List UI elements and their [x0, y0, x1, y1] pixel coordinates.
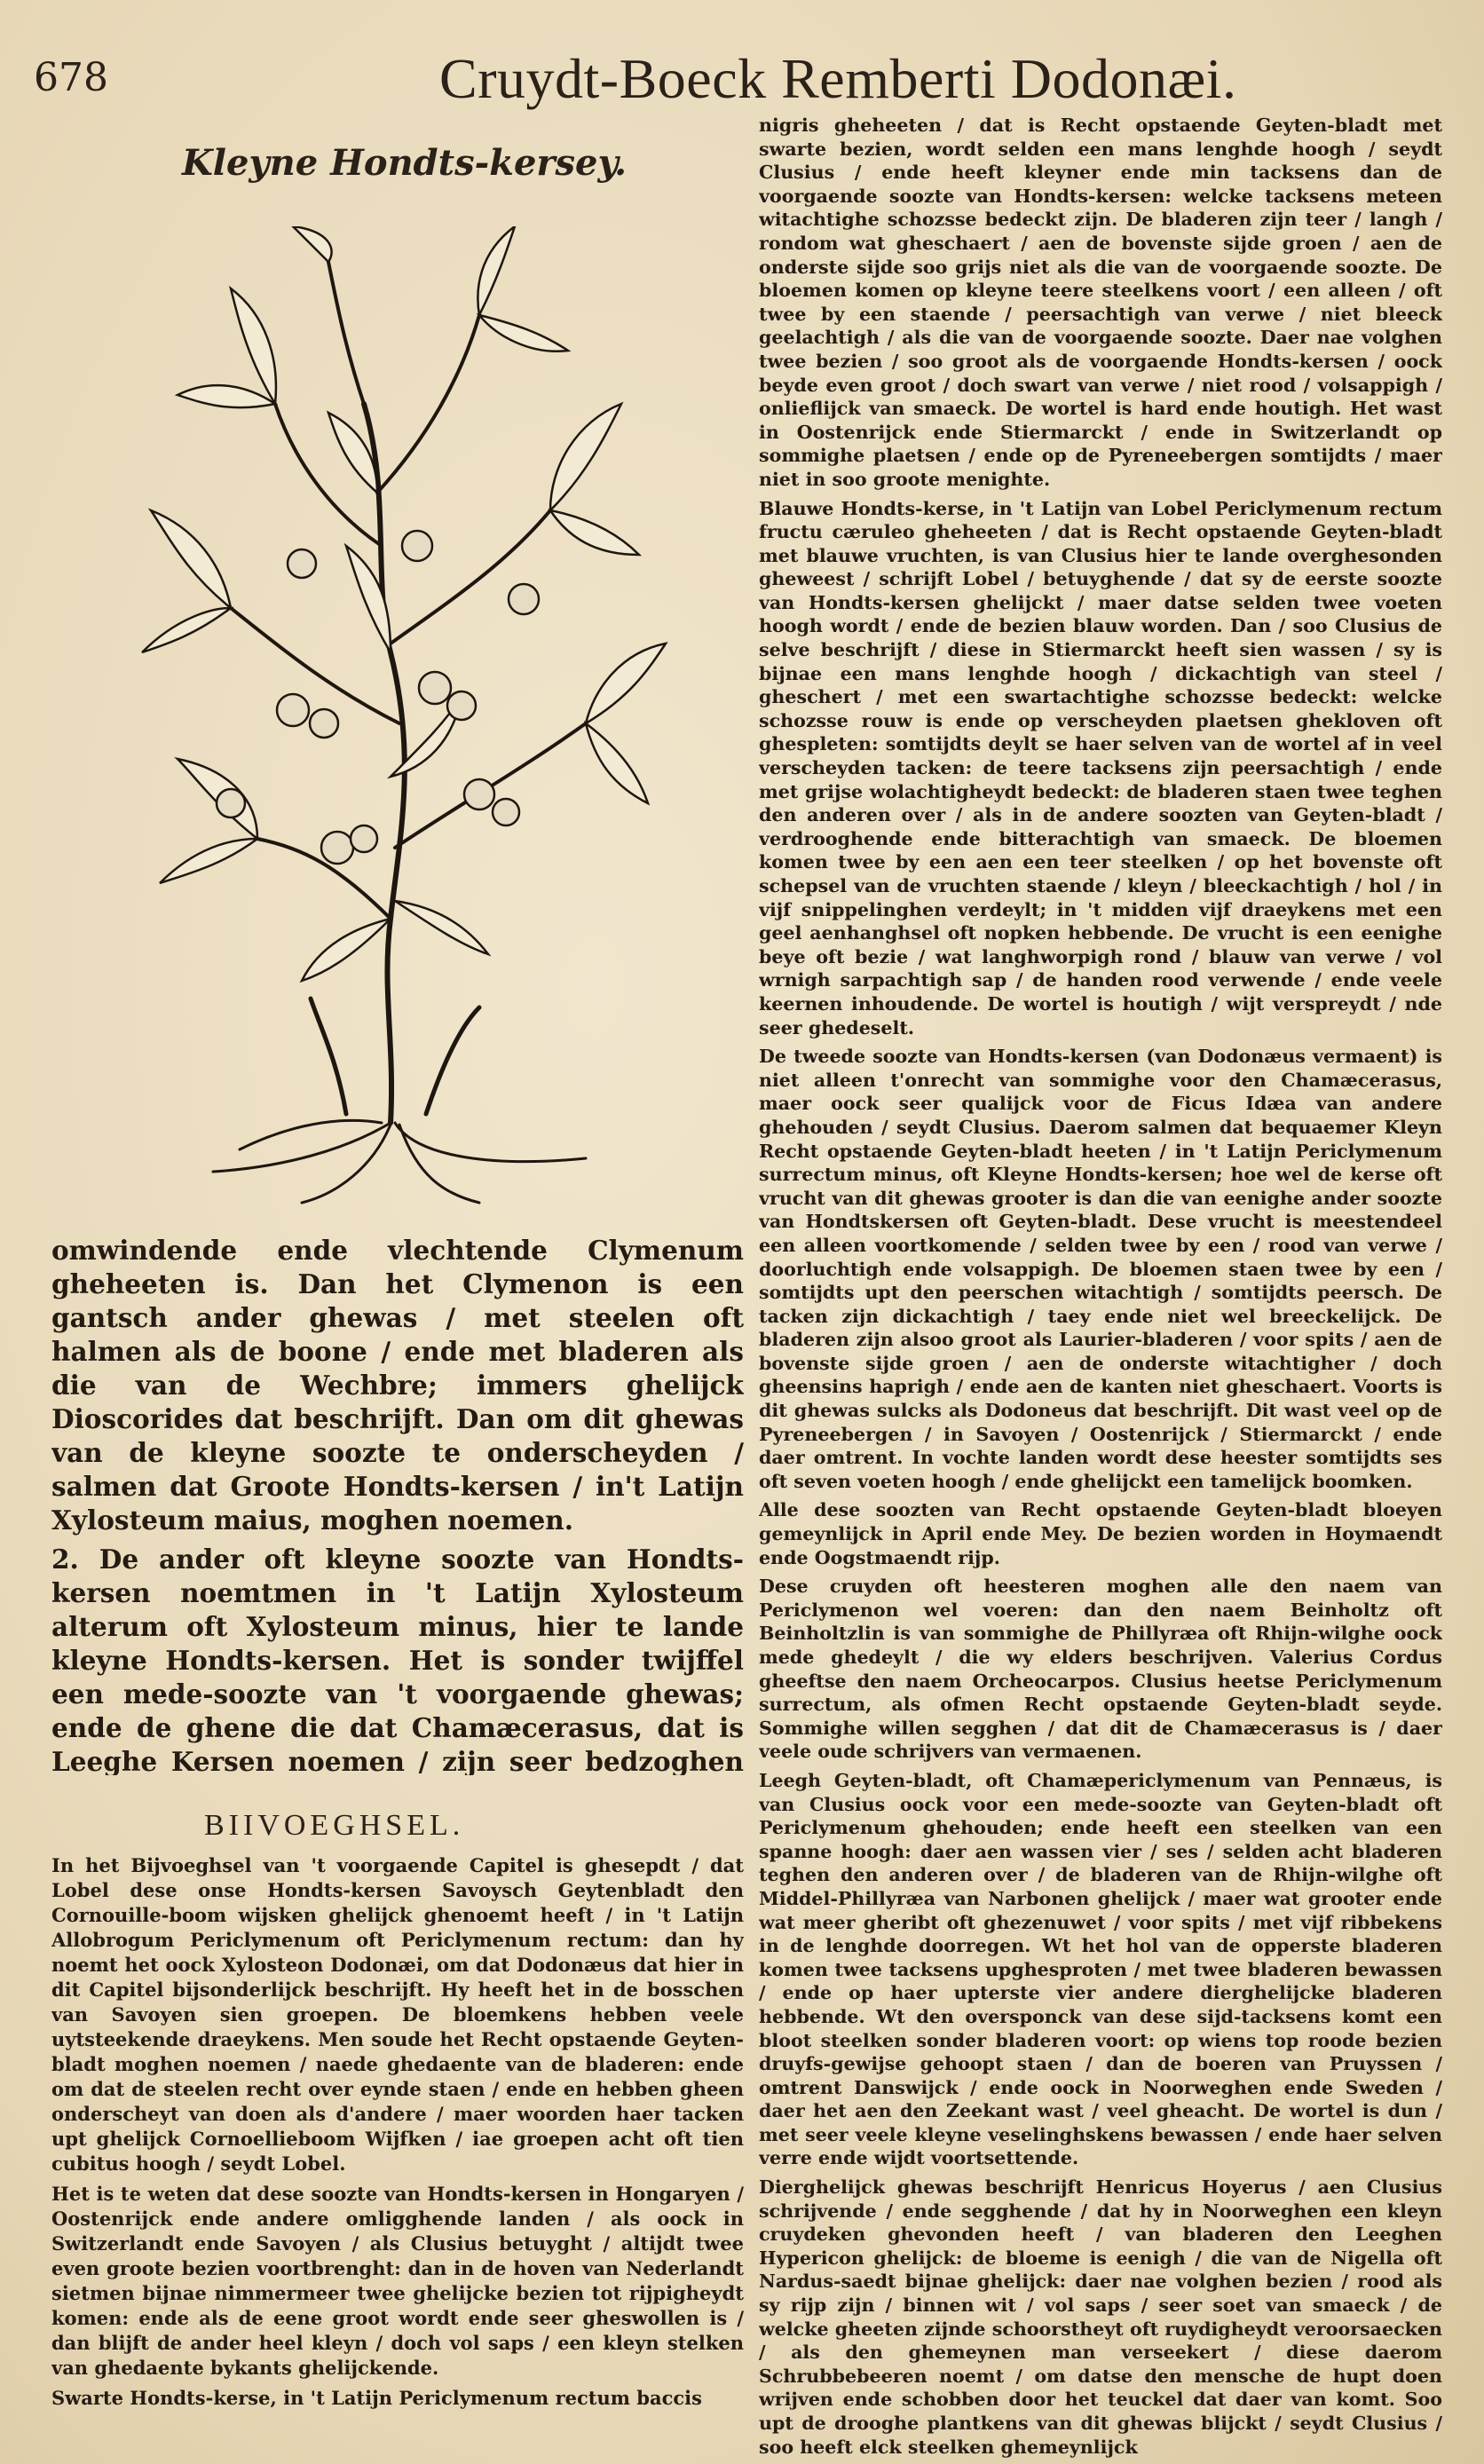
- paragraph: Dierghelijck ghewas beschrijft Henricus Hoyerus / aen Clusius schrijvende / ende segghende / dat hy in Noorweghen een kleyn cruydeken ghevonden heeft / van bladeren den Leeghen Hypericon ghelijck: de bloeme is eenigh / die van de Nigella oft Nardus-saedt bijnae ghelijck: daer nae volghen bezien / rood als sy rijp zijn / binnen wit / vol saps / seer soet van smaeck / de welcke gheeten zijnde schoorstheyt oft ruydigheydt veroorsaecken / als den ghemeynen man verseekert / diese daerom Schrubbebeeren noemt / om datse den mensche de hupt doen wrijven ende schobben door het teuckel dat daer van komt. Soo upt de drooghe plantkens van dit ghewas blijckt / seydt Clusius / soo heeft elck steelken ghemeynlijck: [759, 2176, 1442, 2458]
- section-heading: BIIVOEGHSEL.: [204, 1809, 465, 1842]
- right-column-body: [759, 114, 1442, 2464]
- left-column-body: [51, 1234, 744, 1775]
- bijvoeghsel-text: [51, 1853, 744, 2464]
- paragraph: Swarte Hondts-kerse, in 't Latijn Periclymenum rectum baccis: [51, 2387, 702, 2409]
- page-number: 678: [34, 55, 108, 100]
- paragraph: Blauwe Hondts-kerse, in 't Latijn van Lobel Periclymenum rectum fructu cæruleo gheheeten / dat is Recht opstaende Geyten-bladt met blauwe vruchten, is van Clusius hier te lande overghesonden gheweest / schrijft Lobel / betuyghende / dat sy de eerste soozte van Hondts-kersen ghelijckt / maer datse selden twee voeten hoogh wordt / ende de bezien blauw worden. Dan / soo Clusius de selve beschrijft / diese in Stiermarckt heeft sien wassen / sy is bijnae een mans lenghde hoogh / dickachtigh van steel / gheschert / met een swartachtighe schozsse bedeckt: welcke schozsse rouw is ende op verscheyden plaetsen ghekloven oft ghespleten: somtijdts deylt se haer selven van de wortel af in veel verscheyden tacken: de teere tacksens zijn peersachtigh / ende met grijse wolachtigheydt bedeckt: de bladeren staen twee teghen den anderen over / als in de andere soozten van Geyten-bladt / verdrooghende ende bitterachtigh van smaeck. De bloemen komen twee by een aen een teer steelken / op het bovenste oft schepsel van de vruchten staende / kleyn / bleeckachtigh / hol / in vijf snippelinghen verdeylt; in 't midden vijf draeykens met een geel aenhanghsel oft nopken hebbende. De vrucht is een eenighe beye oft bezie / wat langhworpigh rond / blauw van verwe / vol wrnigh sarpachtigh sap / de handen rood verwende / ende veele keernen inhoudende. De wortel is houtigh / wijt verspreydt / nde seer ghedeselt.: [759, 497, 1442, 1039]
- paragraph: 2. De ander oft kleyne soozte van Hondts-kersen noemtmen in 't Latijn Xylosteum alterum oft Xylosteum minus, hier te lande kleyne Hondts-kersen. Het is sonder twijffel een mede-soozte van 't voorgaende ghewas; ende de ghene die dat Chamæcerasus, dat is Leeghe Kersen noemen / zijn seer bedzoghen: [51, 1544, 744, 1775]
- woodcut-plant-illustration: [124, 226, 675, 1229]
- paragraph: In het Bijvoeghsel van 't voorgaende Capitel is ghesepdt / dat Lobel dese onse Hondts-kersen Savoysch Geytenbladt den Cornouille-boom wijsken ghelijck ghenoemt heeft / in 't Latijn Allobrogum Periclymenum oft Periclymenum rectum: dan hy noemt het oock Xylosteon Dodonæi, om dat Dodonæus dat hier in dit Capitel bijsonderlijck beschrijft. Hy heeft het in de bosschen van Savoyen sien groepen. De bloemkens hebben veele uytsteekende draeykens. Men soude het Recht opstaende Geyten-bladt moghen noemen / naede ghedaente van de bladeren: ende om dat de steelen recht over eynde staen / ende en hebben gheen onderscheyt van doen als d'andere / maer woorden haer tacken upt ghelijck Cornoellieboom Wijfken / iae groepen acht oft tien cubitus hoogh / seydt Lobel.: [51, 1854, 744, 2175]
- paragraph: De tweede soozte van Hondts-kersen (van Dodonæus vermaent) is niet alleen t'onrecht van sommighe voor den Chamæcerasus, maer oock seer qualijck voor de Ficus Idæa van andere ghehouden / seydt Clusius. Daerom salmen dat bequaemer Kleyn Recht opstaende Geyten-bladt heeten / in 't Latijn Periclymenum surrectum minus, oft Kleyne Hondts-kersen; hoe wel de kerse oft vrucht van dit ghewas grooter is dan die van eenighe ander soozte van Hondtskersen oft Geyten-bladt. Dese vrucht is meestendeel een alleen voortkomende / selden twee by een / rood van verwe / doorluchtigh ende volsappigh. De bloemen staen twee by een / somtijdts upt den peerschen witachtigh / somtijdts peersch. De tacken zijn dickachtigh / taey ende niet wel breeckelijck. De bladeren zijn alsoo groot als Laurier-bladeren / voor spits / aen de bovenste sijde groen / aen de onderste witachtigher / doch gheensins haprigh / ende aen de kanten niet gheschaert. Voorts is dit ghewas sulcks als Dodoneus dat beschrijft. Dit wast veel op de Pyreneebergen / in Savoyen / Oostenrijck / Stiermarckt / ende daer omtrent. In vochte landen wordt dese heester somtijdts ses oft seven voeten hoogh / ende ghelijckt een tamelijck boomken.: [759, 1046, 1442, 1492]
- figure-title: Kleyne Hondts-kersey.: [182, 142, 628, 184]
- paragraph: Het is te weten dat dese soozte van Hondts-kersen in Hongaryen / Oostenrijck ende andere omligghende landen / als oock in Switzerlandt ende Savoyen / als Clusius betuyght / altijdt twee even groote bezien voortbrenght: dan in de hoven van Nederlandt sietmen bijnae nimmermeer twee ghelijcke bezien tot rijpigheydt komen: ende als de eene groot wordt ende seer gheswollen is / dan blijft de ander heel kleyn / doch vol saps / een kleyn stelken van ghedaente bykants ghelijckende.: [51, 2183, 744, 2379]
- paragraph: Leegh Geyten-bladt, oft Chamæpericlymenum van Pennæus, is van Clusius oock voor een mede-soozte van Geyten-bladt oft Periclymenum ghehouden; ende heeft een steelken van een spanne hoogh: daer aen wassen vier / ses / selden acht bladeren teghen den anderen over / de bladeren van de Rhijn-wilghe oft Middel-Phillyræa van Narbonen ghelijck / maer wat grooter ende wat meer gheribt oft ghezenuwet / voor spits / met vijf ribbekens in de lenghde doorregen. Wt het hol van de opperste bladeren komen twee tacksens upghesproten / met twee bladeren bewassen / ende op haer upterste vier andere dierghelijcke bladeren hebbende. Wt den oversponck van dese sijd-tacksens komt een bloot steelken sonder bladeren voort: op wiens top roode bezien druyfs-gewijse gehoopt staen / dan de boeren van Pruyssen / omtrent Danswijck / ende oock in Noorweghen ende Sweden / daer het aen den Zeekant wast / veel gheacht. De wortel is dun / met seer veele kleyne veselinghskens bewassen / ende haer selven verre ende wijdt voortsettende.: [759, 1769, 1442, 2169]
- paragraph: Dese cruyden oft heesteren moghen alle den naem van Periclymenon wel voeren: dan den naem Beinholtz oft Beinholtzlin is van sommighe de Phillyræa oft Rhijn-wilghe oock mede ghedeylt / die wy elders beschrijven. Valerius Cordus gheeftse den naem Orcheocarpos. Clusius heetse Periclymenum surrectum, als ofmen Recht opstaende Geyten-bladt seyde. Sommighe willen segghen / dat dit de Chamæcerasus is / daer veele oude schrijvers van vermaenen.: [759, 1576, 1442, 1763]
- paragraph: Alle dese soozten van Recht opstaende Geyten-bladt bloeyen gemeynlijck in April ende Mey. De bezien worden in Hoymaendt ende Oogstmaendt rijp.: [759, 1499, 1442, 1568]
- running-head: Cruydt-Boeck Remberti Dodonæi.: [439, 47, 1237, 110]
- paragraph: nigris gheheeten / dat is Recht opstaende Geyten-bladt met swarte bezien, wordt selden een mans lenghde hoogh / seydt Clusius / ende heeft kleyner ende min tacksens dan de voorgaende soozte van Hondts-kersen: welcke tacksens meteen witachtighe schozsse bedeckt zijn. De bladeren zijn teer / langh / rondom wat gheschaert / aen de bovenste sijde groen / aen de onderste sijde soo grijs niet als die van de voorgaende soozte. De bloemen komen op kleyne teere steelkens voort / een alleen / oft twee by een staende / peersachtigh van verwe / niet bleeck geelachtigh / als die van de voorgaende soozte. Daer nae volghen twee bezien / soo groot als de voorgaende Hondts-kersen / oock beyde even groot / doch swart van verwe / niet rood / volsappigh / onlieflijck van smaeck. De wortel is hard ende houtigh. Het wast in Oostenrijck ende Stiermarckt / ende in Switzerlandt op sommighe plaetsen / ende op de Pyreneebergen somtijdts / maer niet in soo groote menighte.: [759, 115, 1442, 490]
- paragraph: omwindende ende vlechtende Clymenum gheheeten is. Dan het Clymenon is een gantsch ander ghewas / met steelen oft halmen als de boone / ende met bladeren als die van de Wechbre; immers ghelijck Dioscorides dat beschrijft. Dan om dit ghewas van de kleyne soozte te onderscheyden / salmen dat Groote Hondts-kersen / in't Latijn Xylosteum maius, moghen noemen.: [51, 1235, 744, 1536]
